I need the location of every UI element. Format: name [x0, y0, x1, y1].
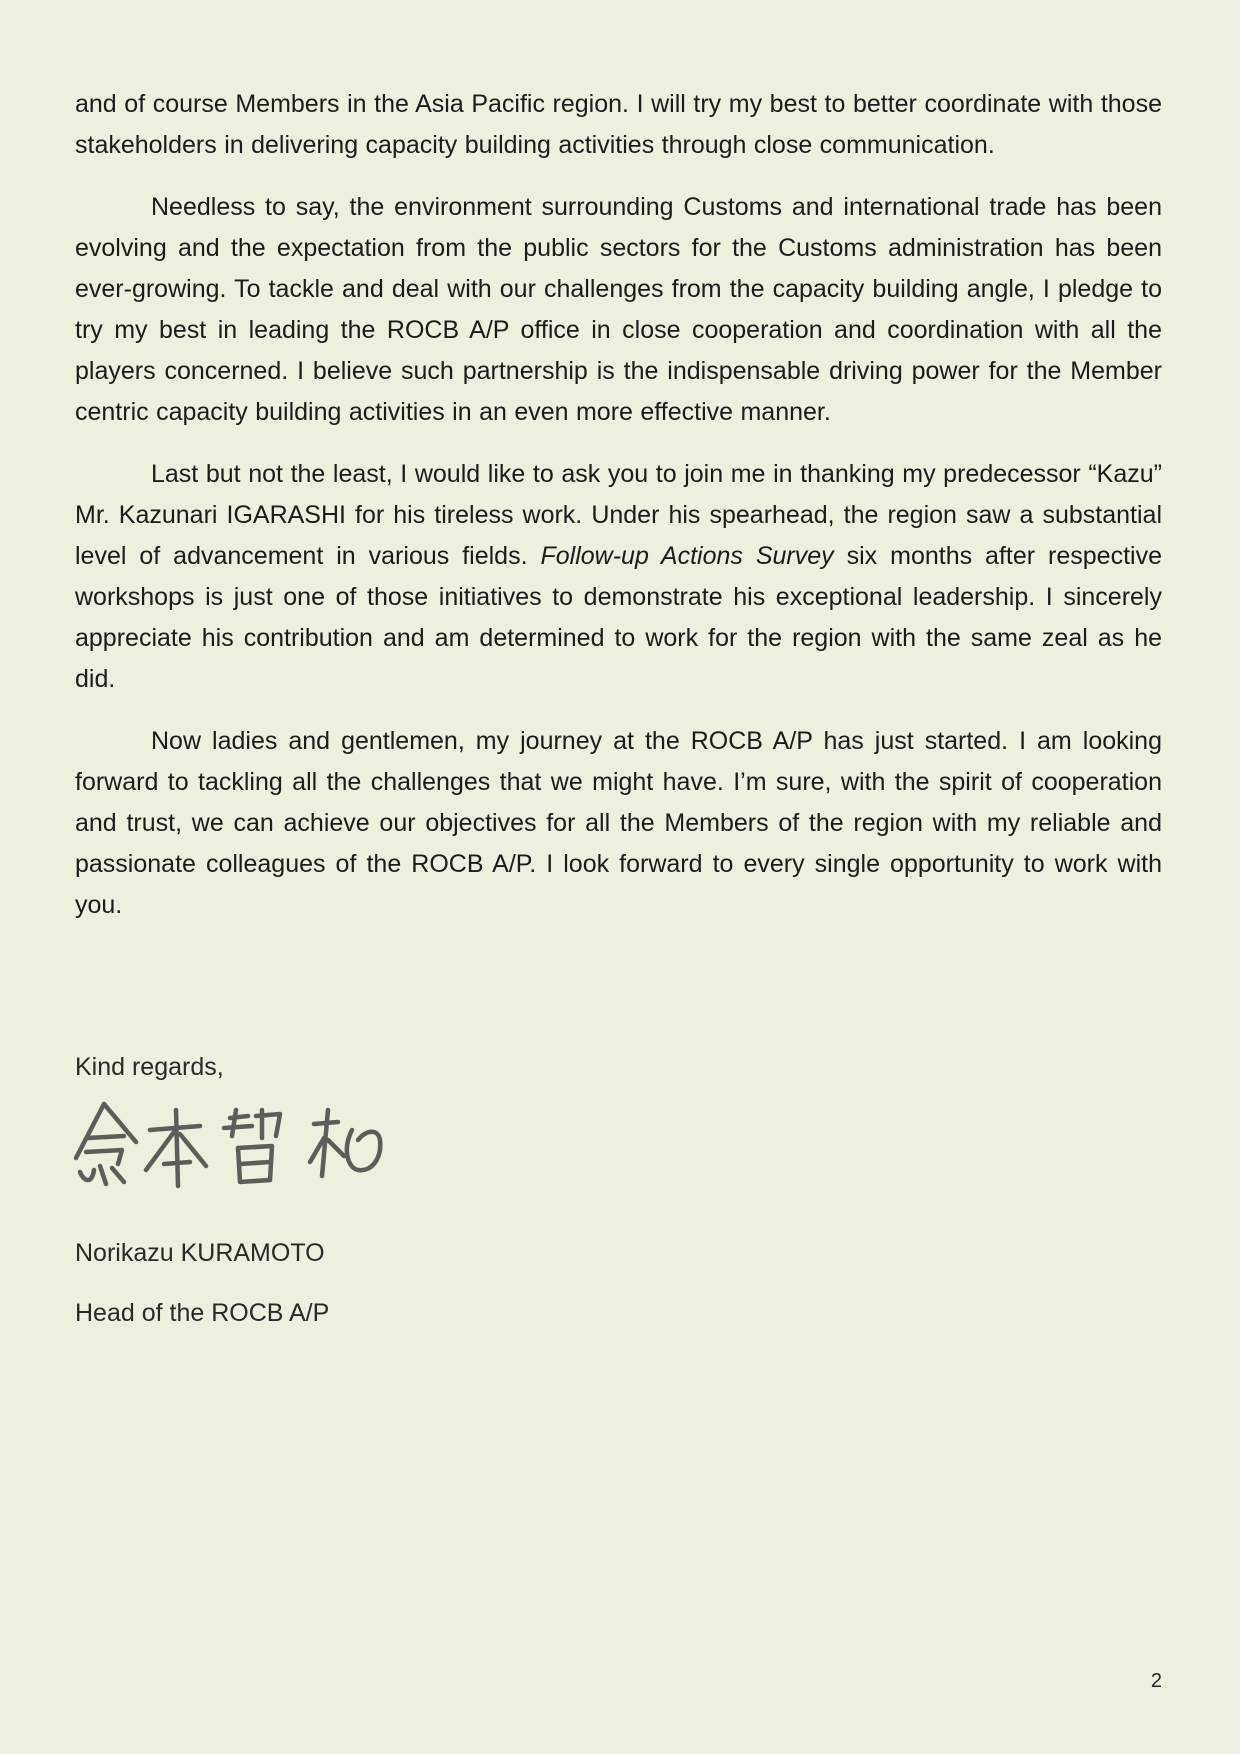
letter-body — [75, 84, 1162, 947]
paragraph-2: Needless to say, the environment surrounding Customs and international trade has been evolving and the expectation from the public sectors for the Customs administration has been ever-growing. To tackle and deal with our challenges from the capacity building angle, I pledge to try my best in leading the ROCB A/P office in close cooperation and coordination with all the players concerned. I believe such partnership is the indispensable driving power for the Member centric capacity building activities in an even more effective manner. — [75, 193, 1162, 426]
paragraph-4: Now ladies and gentlemen, my journey at the ROCB A/P has just started. I am looking forward to tackling all the challenges that we might have. I’m sure, with the spirit of cooperation and trust, we can achieve our objectives for all the Members of the region with my reliable and passionate colleagues of the ROCB A/P. I look forward to every single opportunity to work with you. — [75, 727, 1162, 919]
paragraph-3-part-2: six months after respective workshops is just one of those initiatives to demonstrate his exceptional leadership. I sincerely appreciate his contribution and am determined to work for the region with the same zeal as he did. — [75, 542, 1162, 693]
page-number: 2 — [1150, 1670, 1162, 1692]
signatory-name: Norikazu KURAMOTO — [75, 1239, 325, 1267]
paragraph-3-part-1: Last but not the least, I would like to ask you to join me in thanking my predecessor “Kazu” Mr. Kazunari IGARASHI for his tireless work. Under his spearhead, the region saw a substantial level of advancement in various fields. — [75, 460, 1162, 570]
paragraph-3 — [75, 454, 1162, 700]
handwritten-signature — [66, 1100, 386, 1210]
paragraph-1: and of course Members in the Asia Pacific region. I will try my best to better coordinate with those stakeholders in delivering capacity building activities through close communication. — [75, 90, 1162, 159]
paragraph-3-italic: Follow-up Actions Survey — [540, 542, 834, 570]
signatory-title: Head of the ROCB A/P — [75, 1299, 330, 1327]
closing-salutation: Kind regards, — [75, 1053, 224, 1081]
